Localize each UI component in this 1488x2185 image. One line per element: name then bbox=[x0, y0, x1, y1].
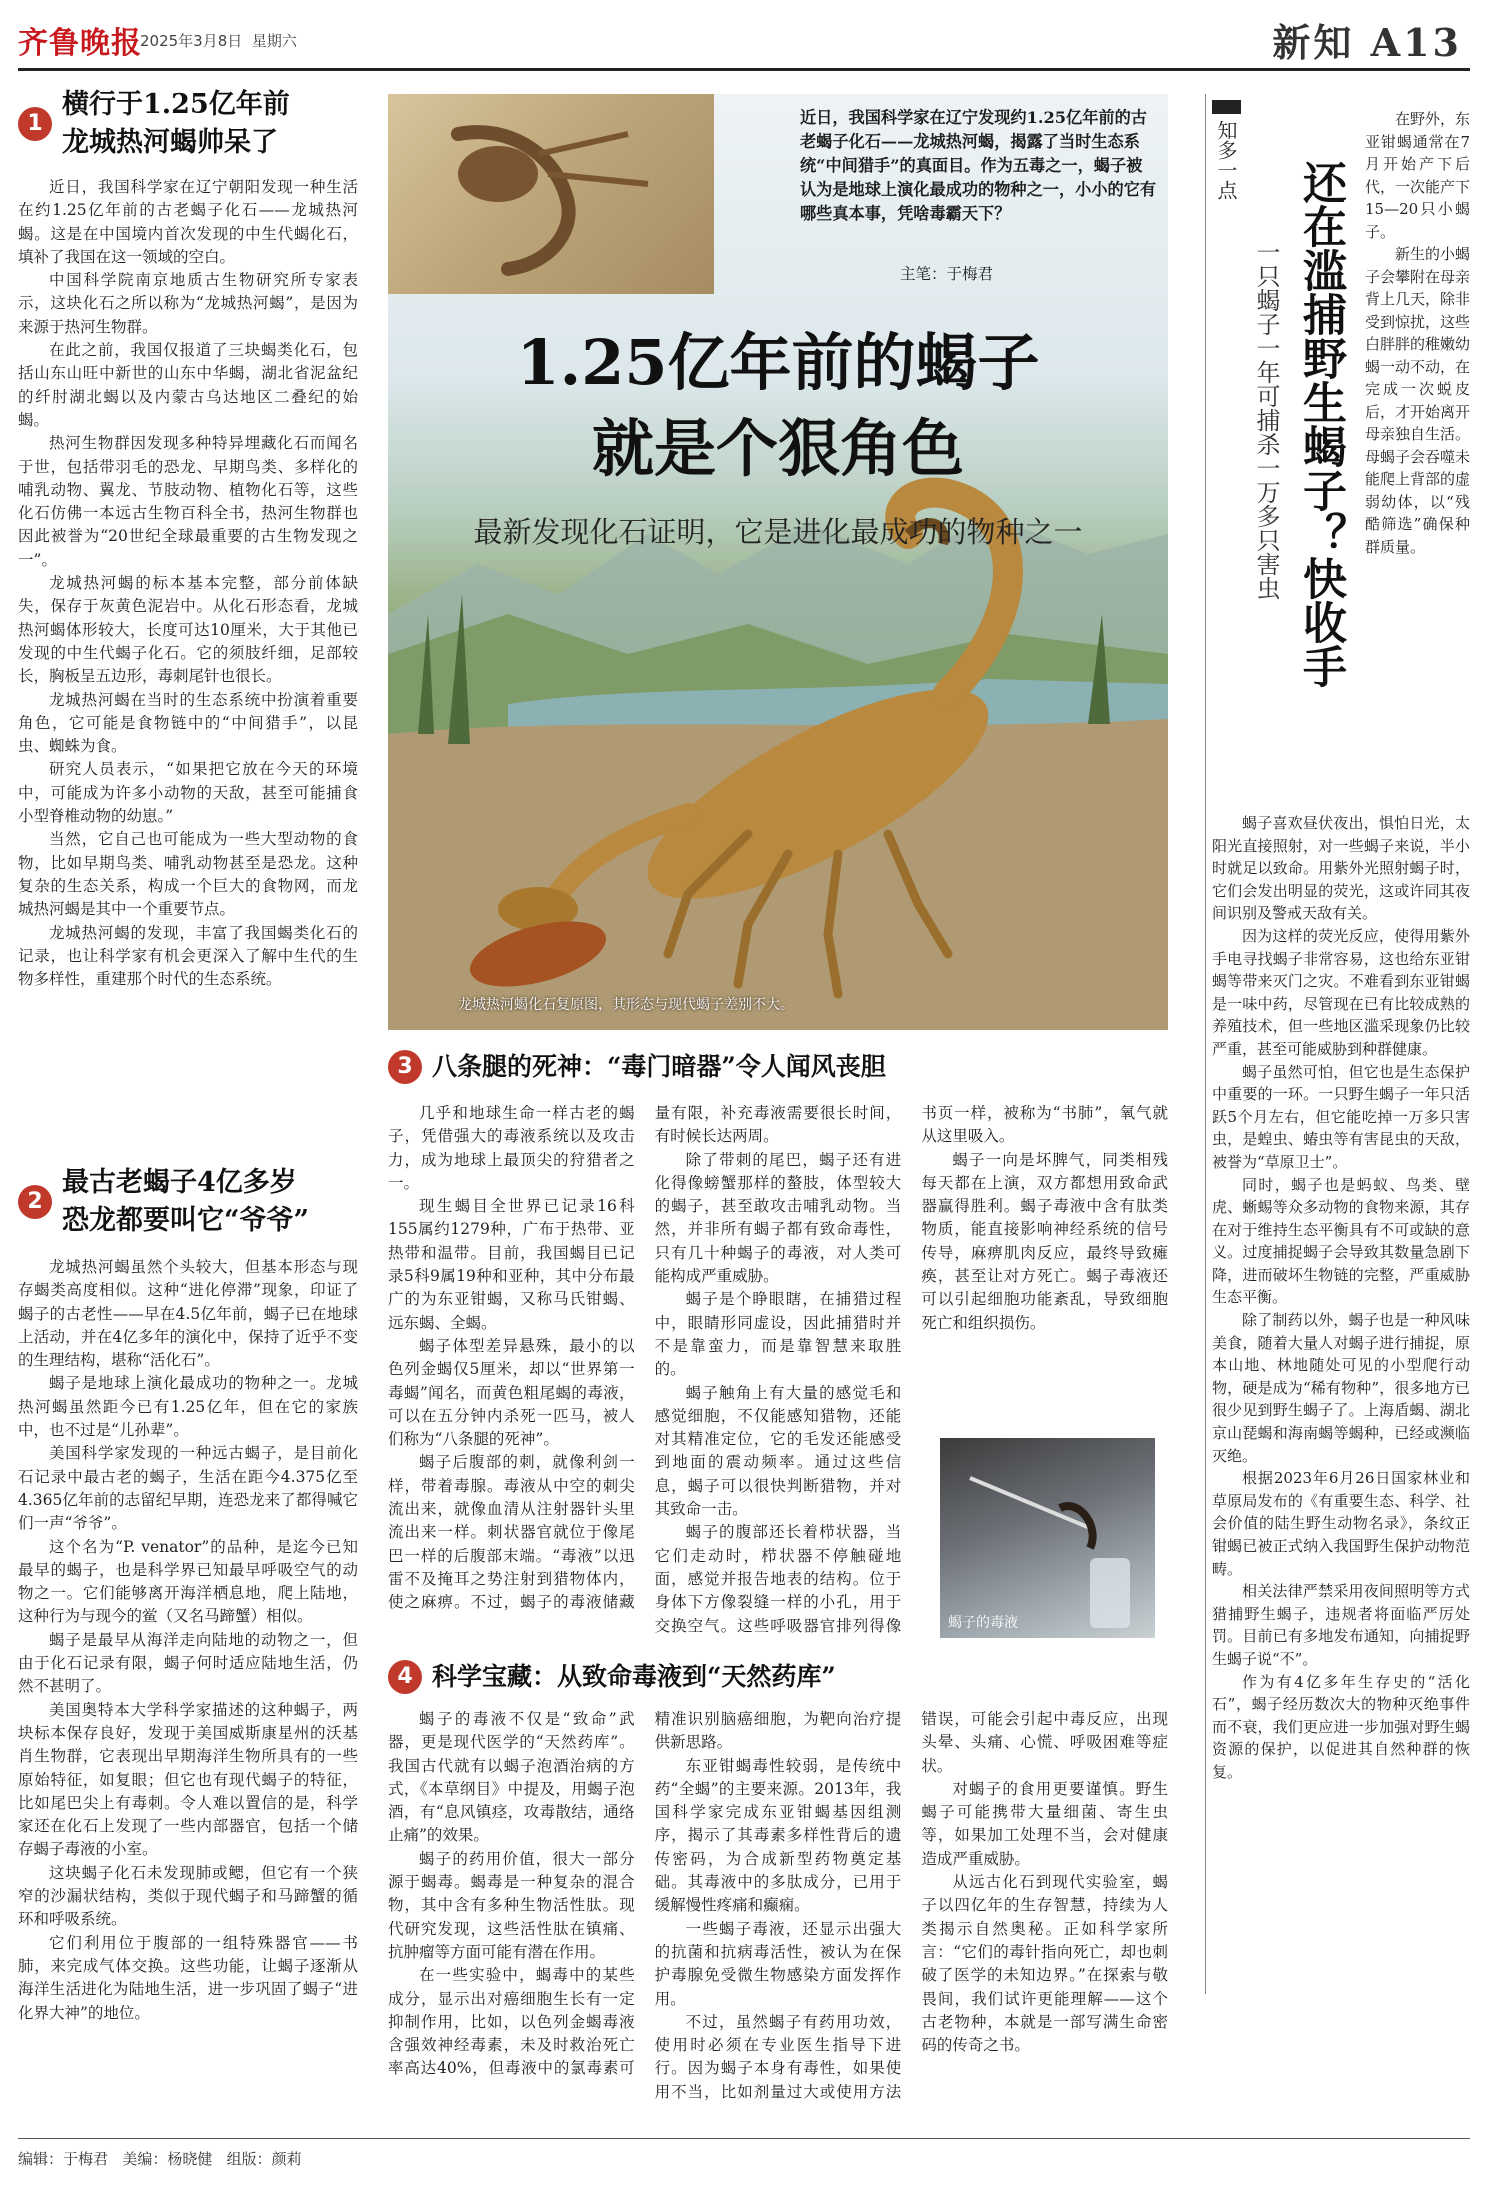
section-2 bbox=[18, 1164, 358, 2025]
designer-credit: 美编：杨晓健 bbox=[122, 2150, 213, 2168]
paragraph: 龙城热河蝎的发现，丰富了我国蝎类化石的记录，也让科学家有机会更深入了解中生代的生物多样性，重建那个时代的生态系统。 bbox=[18, 923, 358, 989]
paragraph: 对蝎子的食用更要谨慎。野生蝎子可能携带大量细菌、寄生虫等，如果加工处理不当，会对健康造成严重威胁。 bbox=[921, 1779, 1168, 1868]
newspaper-logo: 齐鲁晚报 bbox=[18, 26, 142, 61]
paragraph: 在野外，东亚钳蝎通常在7月开始产下后代，一次能产下15—20只小蝎子。 bbox=[1365, 110, 1471, 241]
paragraph: 美国科学家发现的一种远古蝎子，是目前化石记录中最古老的蝎子，生活在距今4.375亿至4.365亿年前的志留纪早期，连恐龙来了都得喊它们一声“爷爷”。 bbox=[18, 1444, 358, 1533]
editor-credit: 编辑：于梅君 bbox=[18, 2150, 109, 2168]
footer-rule bbox=[18, 2138, 1470, 2139]
venom-extraction-image bbox=[940, 1438, 1155, 1638]
paragraph: 现生蝎目全世界已记录16科155属约1279种，广布于热带、亚热带和温带。目前，我国蝎目已记录5科9属19种和亚种，其中分布最广的为东亚钳蝎，又称马氏钳蝎、远东蝎、全蝎。 bbox=[388, 1197, 635, 1332]
date: 2025年3月8日 bbox=[140, 32, 243, 50]
paragraph: 作为有4亿多年生存史的“活化石”，蝎子经历数次大的物种灭绝事件而不衰，我们更应进一步加强对野生蝎资源的保护，以促进其自然种群的恢复。 bbox=[1212, 1672, 1470, 1781]
sidebar-body bbox=[1212, 812, 1470, 1784]
paragraph: 热河生物群因发现多种特异埋藏化石而闻名于世，包括带羽毛的恐龙、早期鸟类、多样化的哺乳动物、翼龙、节肢动物、植物化石等，这些化石仿佛一本远古生物百科全书，热河生物群也因此被誉为“20世纪全球最重要的古生物发现之一”。 bbox=[18, 434, 358, 569]
paragraph: 龙城热河蝎在当时的生态系统中扮演着重要角色，它可能是食物链中的“中间猎手”，以昆虫、蜘蛛为食。 bbox=[18, 690, 358, 756]
section-1-body bbox=[18, 176, 358, 991]
paragraph: 龙城热河蝎虽然个头较大，但基本形态与现存蝎类高度相似。这种“进化停滞”现象，印证了蝎子的古老性——早在4.5亿年前，蝎子已在地球上活动，并在4亿多年的演化中，保持了近乎不变的生理结构，堪称“活化石”。 bbox=[18, 1258, 358, 1370]
paragraph: 近日，我国科学家在辽宁朝阳发现一种生活在约1.25亿年前的古老蝎子化石——龙城热河蝎。这是在中国境内首次发现的中生代蝎化石，填补了我国在这一领域的空白。 bbox=[18, 178, 358, 266]
section-4-heading bbox=[388, 1660, 1168, 1694]
paragraph: 蝎子是地球上演化最成功的物种之一。龙城热河蝎虽然距今已有1.25亿年，但在它的家族中，也不过是“儿孙辈”。 bbox=[18, 1374, 358, 1440]
weekday: 星期六 bbox=[251, 32, 297, 50]
section-3-title: 八条腿的死神：“毒门暗器”令人闻风丧胆 bbox=[432, 1052, 886, 1081]
fossil-photo bbox=[388, 94, 714, 294]
title-line-2: 恐龙都要叫它“爷爷” bbox=[62, 1205, 310, 1236]
paragraph: 不过，虽然蝎子有药用功效，使用时必须在专业医生指导下进行。因为蝎子本身有毒性，如果使用不当，比如剂量过大或使用方法错误，可能会引起中毒反应，出现头晕、头痛、心慌、呼吸困难等症状。 bbox=[654, 1710, 1168, 2101]
paragraph: 一些蝎子毒液，还显示出强大的抗菌和抗病毒活性，被认为在保护毒腺免受微生物感染方面发挥作用。 bbox=[654, 1919, 902, 2008]
section-2-body bbox=[18, 1256, 358, 2025]
title-line-1: 横行于1.25亿年前 bbox=[62, 89, 290, 120]
paragraph: 蝎子体型差异悬殊，最小的以色列金蝎仅5厘米，却以“世界第一毒蝎”闻名，而黄色粗尾蝎的毒液，可以在五分钟内杀死一匹马，被人们称为“八条腿的死神”。 bbox=[388, 1336, 635, 1449]
paragraph: 根据2023年6月26日国家林业和草原局发布的《有重要生态、科学、社会价值的陆生野生动物名录》，条纹正钳蝎已被正式纳入我国野生保护动物范畴。 bbox=[1212, 1469, 1470, 1578]
paragraph: 蝎子喜欢昼伏夜出，惧怕日光，太阳光直接照射，对一些蝎子来说，半小时就足以致命。用紫外光照射蝎子时，它们会发出明显的荧光，这或许同其夜间识别及警戒天敌有关。 bbox=[1212, 814, 1470, 923]
sidebar-divider bbox=[1205, 94, 1206, 1994]
paragraph: 蝎子触角上有大量的感觉毛和感觉细胞，不仅能感知猎物，还能对其精准定位，它的毛发还能感受到地面的震动频率。通过这些信息，蝎子可以很快判断猎物，并对其致命一击。 bbox=[654, 1383, 902, 1519]
headline-line-1: 1.25亿年前的蝎子 bbox=[516, 326, 1040, 399]
section-number-badge: 1 bbox=[18, 107, 52, 141]
headline-line-2: 就是个狠角色 bbox=[591, 412, 964, 485]
paragraph: 蝎子虽然可怕，但它也是生态保护中重要的一环。一只野生蝎子一年只活跃5个月左右，但它能吃掉一万多只害虫，是蝗虫、蝽虫等有害昆虫的天敌，被誉为“草原卫士”。 bbox=[1212, 1062, 1470, 1171]
section-header bbox=[1272, 12, 1462, 67]
sidebar-subtitle: 一只蝎子一年可捕杀一万多只害虫 bbox=[1252, 240, 1280, 600]
paragraph: 这块蝎子化石未发现肺或鳃，但它有一个狭窄的沙漏状结构，类似于现代蝎子和马蹄蟹的循环和呼吸系统。 bbox=[18, 1863, 358, 1929]
sidebar-top-text bbox=[1365, 108, 1470, 558]
title-line-2: 龙城热河蝎帅呆了 bbox=[62, 127, 278, 158]
paragraph: 蝎子是个睁眼瞎，在捕猎过程中，眼睛形同虚设，因此捕猎时并不是靠蛮力，而是靠智慧来取胜的。 bbox=[654, 1290, 902, 1379]
paragraph: 蝎子一向是坏脾气，同类相残每天都在上演，双方都想用致命武器赢得胜利。蝎子毒液中含有肽类物质，能直接影响神经系统的信号传导，麻痹肌肉反应，最终导致瘫痪，甚至让对方死亡。蝎子毒液还可以引起细胞功能紊乱，导致细胞死亡和组织损伤。 bbox=[921, 1150, 1168, 1332]
paragraph: 蝎子的毒液不仅是“致命”武器，更是现代医学的“天然药库”。我国古代就有以蝎子泡酒治病的方式，《本草纲目》中提及，用蝎子泡酒，有“息风镇痉，攻毒散结，通络止痛”的效果。 bbox=[388, 1710, 635, 1845]
issue-date bbox=[140, 30, 297, 51]
paragraph: 研究人员表示，“如果把它放在今天的环境中，可能成为许多小动物的天敌，甚至可能捕食小型脊椎动物的幼崽。” bbox=[18, 760, 358, 826]
hero-intro-text: 近日，我国科学家在辽宁发现约1.25亿年前的古老蝎子化石——龙城热河蝎，揭露了当时生态系统“中间猎手”的真面目。作为五毒之一，蝎子被认为是地球上演化最成功的物种之一，小小的它有哪些真本事，凭啥毒霸天下？ bbox=[800, 108, 1157, 223]
paragraph: 几乎和地球生命一样古老的蝎子，凭借强大的毒液系统以及攻击力，成为地球上最顶尖的狩猎者之一。 bbox=[388, 1104, 635, 1192]
section-1-title bbox=[62, 86, 290, 162]
paragraph: 除了带刺的尾巴，蝎子还有进化得像螃蟹那样的螯肢，体型较大的蝎子，甚至敢攻击哺乳动物。当然，并非所有蝎子都有致命毒性，只有几十种蝎子的毒液，对人类可能构成严重威胁。 bbox=[654, 1150, 902, 1286]
paragraph: 当然，它自己也可能成为一些大型动物的食物，比如早期鸟类、哺乳动物甚至是恐龙。这种复杂的生态关系，构成一个巨大的食物网，而龙城热河蝎是其中一个重要节点。 bbox=[18, 830, 358, 919]
section-name: 新知 bbox=[1272, 20, 1355, 65]
hero-caption: 龙城热河蝎化石复原图，其形态与现代蝎子差别不大。 bbox=[458, 997, 794, 1013]
paragraph: 它们利用位于腹部的一组特殊器官——书肺，来完成气体交换。这些功能，让蝎子逐渐从海洋生活进化为陆地生活，进一步巩固了蝎子“进化界大神”的地位。 bbox=[18, 1933, 358, 2022]
venom-photo bbox=[940, 1438, 1155, 1638]
paragraph: 新生的小蝎子会攀附在母亲背上几天，除非受到惊扰，这些白胖胖的稚嫩幼蝎一动不动，在完成一次蜕皮后，才开始离开母亲独自生活。母蝎子会吞噬未能爬上背部的虚弱幼体，以“残酷筛选”确保种群质量。 bbox=[1365, 245, 1471, 556]
paragraph: 在一些实验中，蝎毒中的某些成分，显示出对癌细胞生长有一定抑制作用，比如，以色列金蝎毒液含强效神经毒素，未及时救治死亡率高达40%，但毒液中的氯毒素可精准识别脑癌细胞，为靶向治疗提供新思路。 bbox=[388, 1710, 902, 2078]
paragraph: 因为这样的荧光反应，使得用紫外手电寻找蝎子非常容易，这也给东亚钳蝎等带来灭门之灾。不难看到东亚钳蝎是一味中药，尽管现在已有比较成熟的养殖技术，但一些地区滥采现象仍比较严重，甚至可能威胁到种群健康。 bbox=[1212, 926, 1470, 1058]
venom-photo-caption: 蝎子的毒液 bbox=[948, 1615, 1018, 1631]
sidebar-tag-text: 知多一点 bbox=[1212, 100, 1241, 200]
section-number-badge: 2 bbox=[18, 1185, 52, 1219]
paragraph: 同时，蝎子也是蚂蚁、鸟类、壁虎、蜥蜴等众多动物的食物来源，其存在对于维持生态平衡具有不可或缺的意义。过度捕捉蝎子会导致其数量急剧下降，进而破坏生物链的完整，严重威胁生态平衡。 bbox=[1212, 1175, 1470, 1307]
paragraph: 蝎子后腹部的刺，就像利剑一样，带着毒腺。毒液从中空的刺尖流出来，就像血清从注射器针头里流出来一样。刺状器官就位于像尾巴一样的后腹部末端。“毒液”以迅雷不及掩耳之势注射到猎物体内，使之麻痹。不过，蝎子的毒液储藏量有限，补充毒液需要很长时间，有时候长达两周。 bbox=[388, 1104, 902, 1612]
paragraph: 蝎子是最早从海洋走向陆地的动物之一，但由于化石记录有限，蝎子何时适应陆地生活，仍然不甚明了。 bbox=[18, 1630, 358, 1696]
section-number-badge: 4 bbox=[388, 1660, 422, 1694]
paragraph: 中国科学院南京地质古生物研究所专家表示，这块化石之所以称为“龙城热河蝎”，是因为来源于热河生物群。 bbox=[18, 271, 358, 336]
fossil-image bbox=[388, 94, 714, 294]
paragraph: 从远古化石到现代实验室，蝎子以四亿年的生存智慧，持续为人类揭示自然奥秘。正如科学家所言：“它们的毒针指向死亡，却也刺破了医学的未知边界。”在探索与敬畏间，我们试许更能理解——这个古老物种，本就是一部写满生命密码的传奇之书。 bbox=[921, 1873, 1168, 2055]
paragraph: 蝎子的腹部还长着栉状器，当它们走动时，栉状器不停触碰地面，感觉并报告地表的结构。位于身体下方像裂缝一样的小孔，用于交换空气。这些呼吸器官排列得像书页一样，被称为“书肺”，氧气就从这里吸入。 bbox=[654, 1104, 1168, 1635]
paragraph: 在此之前，我国仅报道了三块蝎类化石，包括山东山旺中新世的山东中华蝎，湖北省泥盆纪的纤肘湖北蝎以及内蒙古乌达地区二叠纪的始蝎。 bbox=[18, 341, 358, 429]
paragraph: 东亚钳蝎毒性较弱，是传统中药“全蝎”的主要来源。2013年，我国科学家完成东亚钳蝎基因组测序，揭示了其毒素多样性背后的遗传密码，为合成新型药物奠定基础。其毒液中的多肽成分，已用于缓解慢性疼痛和癫痫。 bbox=[654, 1756, 902, 1915]
paragraph: 龙城热河蝎的标本基本完整，部分前体缺失，保存于灰黄色泥岩中。从化石形态看，龙城热河蝎体形较大，长度可达10厘米，大于其他已发现的中生代蝎子化石。它的须肢纤细，足部较长，胸板呈五边形，毒刺尾针也很长。 bbox=[18, 574, 358, 686]
title-line-1: 最古老蝎子4亿多岁 bbox=[62, 1167, 297, 1198]
section-3-heading bbox=[388, 1050, 1168, 1084]
section-4-body bbox=[388, 1708, 1168, 2126]
paragraph: 相关法律严禁采用夜间照明等方式猎捕野生蝎子，违规者将面临严厉处罚。目前已有多地发布通知，向捕捉野生蝎子说“不”。 bbox=[1212, 1582, 1470, 1668]
page-number: A13 bbox=[1370, 20, 1462, 65]
section-4 bbox=[388, 1660, 1168, 2126]
hero-editor-credit: 主笔：于梅君 bbox=[900, 265, 994, 283]
section-number-badge: 3 bbox=[388, 1050, 422, 1084]
masthead-rule bbox=[18, 68, 1470, 71]
layout-credit: 组版：颜莉 bbox=[226, 2150, 302, 2168]
paragraph: 除了制药以外，蝎子也是一种风味美食，随着大量人对蝎子进行捕捉，原本山地、林地随处可见的小型爬行动物，硬是成为“稀有物种”，很多地方已很少见到野生蝎子了。上海盾蝎、湖北京山琵蝎和海南蝎等蝎种，已经或濒临灭绝。 bbox=[1212, 1311, 1470, 1465]
paragraph: 这个名为“P. venator”的品种，是迄今已知最早的蝎子，也是科学界已知最早呼吸空气的动物之一。它们能够离开海洋栖息地，爬上陆地，这种行为与现今的鲎（又名马蹄蟹）相似。 bbox=[18, 1537, 358, 1626]
section-2-title bbox=[62, 1164, 309, 1240]
section-1-heading bbox=[18, 86, 358, 162]
subheadline: 最新发现化石证明，它是进化最成功的物种之一 bbox=[473, 515, 1083, 549]
section-1 bbox=[18, 86, 358, 991]
sidebar-tag bbox=[1212, 100, 1241, 200]
main-headline bbox=[388, 320, 1168, 492]
section-2-heading bbox=[18, 1164, 358, 1240]
section-4-title: 科学宝藏：从致命毒液到“天然药库” bbox=[432, 1662, 836, 1691]
paragraph: 蝎子的药用价值，很大一部分源于蝎毒。蝎毒是一种复杂的混合物，其中含有多种生物活性肽。现代研究发现，这些活性肽在镇痛、抗肿瘤等方面可能有潜在作用。 bbox=[388, 1849, 635, 1961]
page-footer bbox=[18, 2148, 302, 2169]
sidebar-title: 还在滥捕野生蝎子？快收手 bbox=[1295, 160, 1346, 688]
paragraph: 美国奥特本大学科学家描述的这种蝎子，两块标本保存良好，发现于美国威斯康星州的沃基肖生物群，它表现出早期海洋生物所具有的一些原始特征，如复眼；但它也有现代蝎子的特征，比如尾巴尖上有毒刺。令人难以置信的是，科学家还在化石上发现了一些内部器官，包括一个储存蝎子毒液的小室。 bbox=[18, 1700, 358, 1859]
